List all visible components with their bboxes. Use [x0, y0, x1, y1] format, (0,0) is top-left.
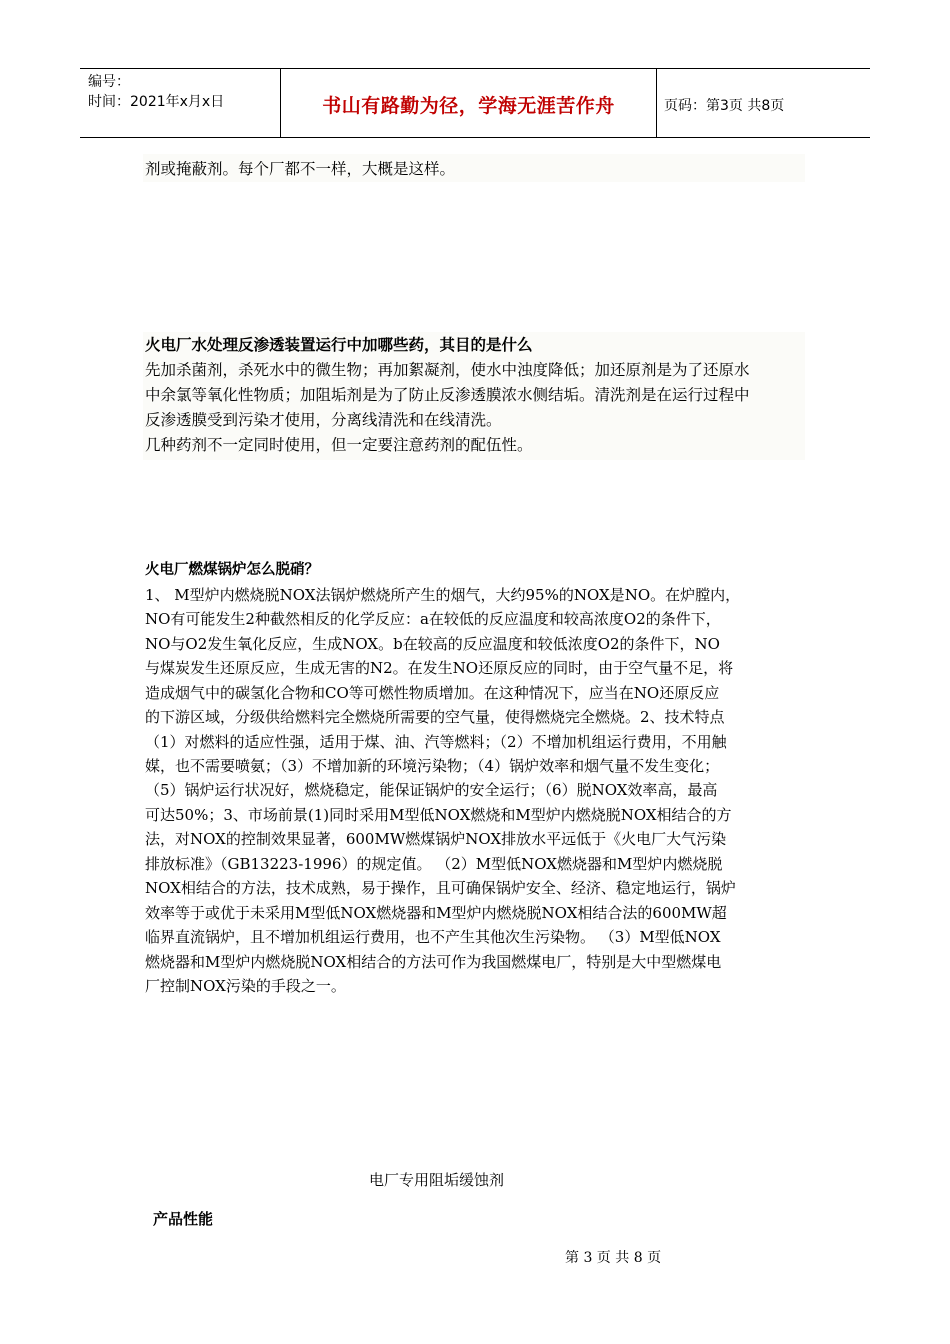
document-time-label: 时间：2021年x月x日 [88, 94, 225, 110]
denox-paragraph-line: 排放标准》（GB13223-1996）的规定值。 （2）M型低NOX燃烧器和M型炉内燃烧脱 [145, 855, 723, 873]
header-page-info: 页码：第3页 共8页 [664, 98, 785, 114]
ro-paragraph-line: 几种药剂不一定同时使用，但一定要注意药剂的配伍性。 [145, 436, 533, 454]
product-performance-heading: 产品性能 [153, 1210, 214, 1228]
denox-paragraph-line: 临界直流锅炉，且不增加机组运行费用，也不产生其他次生污染物。 （3）M型低NOX [145, 928, 721, 946]
ro-section-title: 火电厂水处理反渗透装置运行中加哪些药，其目的是什么 [145, 336, 533, 354]
header-meta [80, 69, 280, 137]
intro-paragraph-line: 剂或掩蔽剂。每个厂都不一样，大概是这样。 [145, 160, 456, 178]
denox-paragraph-line: 1、 M型炉内燃烧脱NOX法锅炉燃烧所产生的烟气，大约95%的NOX是NO。在炉膛内， [145, 586, 741, 604]
header-page-cell [656, 69, 870, 137]
denox-paragraph-line: 效率等于或优于未采用M型低NOX燃烧器和M型炉内燃烧脱NOX相结合法的600MW超 [145, 904, 727, 922]
denox-paragraph-line: （1）对燃料的适应性强，适用于煤、油、汽等燃料；（2）不增加机组运行费用，不用触 [145, 733, 727, 751]
denox-paragraph-line: NOX相结合的方法，技术成熟，易于操作，且可确保锅炉安全、经济、稳定地运行，锅炉 [145, 879, 736, 897]
page-header [80, 68, 870, 138]
denox-paragraph-line: NO有可能发生2种截然相反的化学反应：a在较低的反应温度和较高浓度O2的条件下， [145, 610, 721, 628]
footer-page-number: 第 3 页 共 8 页 [565, 1250, 662, 1266]
denox-section-title: 火电厂燃煤锅炉怎么脱硝？ [145, 562, 319, 578]
denox-paragraph-line: 厂控制NOX污染的手段之一。 [145, 977, 346, 995]
denox-paragraph-line: （5）锅炉运行状况好，燃烧稳定，能保证锅炉的安全运行；（6）脱NOX效率高，最高 [145, 781, 718, 799]
denox-paragraph-line: 造成烟气中的碳氢化合物和CO等可燃性物质增加。在这种情况下，应当在NO还原反应 [145, 684, 720, 702]
ro-paragraph-line: 中余氯等氧化性物质；加阻垢剂是为了防止反渗透膜浓水侧结垢。清洗剂是在运行过程中 [145, 386, 750, 404]
header-motto: 书山有路勤为径，学海无涯苦作舟 [322, 95, 615, 117]
header-motto-cell [280, 69, 657, 137]
denox-paragraph-line: 媒，也不需要喷氨；（3）不增加新的环境污染物；（4）锅炉效率和烟气量不发生变化； [145, 757, 720, 775]
denox-paragraph-line: 可达50%；3、市场前景(1)同时采用M型低NOX燃烧和M型炉内燃烧脱NOX相结合的方 [145, 806, 732, 824]
denox-paragraph-line: 与煤炭发生还原反应，生成无害的N2。在发生NO还原反应的同时，由于空气量不足，将 [145, 659, 734, 677]
document-number-label: 编号： [88, 74, 130, 90]
denox-paragraph-line: 法，对NOX的控制效果显著，600MW燃煤锅炉NOX排放水平远低于《火电厂大气污染 [145, 830, 727, 848]
denox-paragraph-line: 燃烧器和M型炉内燃烧脱NOX相结合的方法可作为我国燃煤电厂，特别是大中型燃煤电 [145, 953, 722, 971]
ro-paragraph-line: 先加杀菌剂，杀死水中的微生物；再加絮凝剂，使水中浊度降低；加还原剂是为了还原水 [145, 361, 750, 379]
ro-paragraph-line: 反渗透膜受到污染才使用，分离线清洗和在线清洗。 [145, 411, 502, 429]
denox-paragraph-line: NO与O2发生氧化反应，生成NOX。b在较高的反应温度和较低浓度O2的条件下，NO [145, 635, 720, 653]
denox-paragraph-line: 的下游区域，分级供给燃料完全燃烧所需要的空气量，使得燃烧完全燃烧。2、技术特点 [145, 708, 725, 726]
product-section-title: 电厂专用阻垢缓蚀剂 [369, 1171, 505, 1189]
